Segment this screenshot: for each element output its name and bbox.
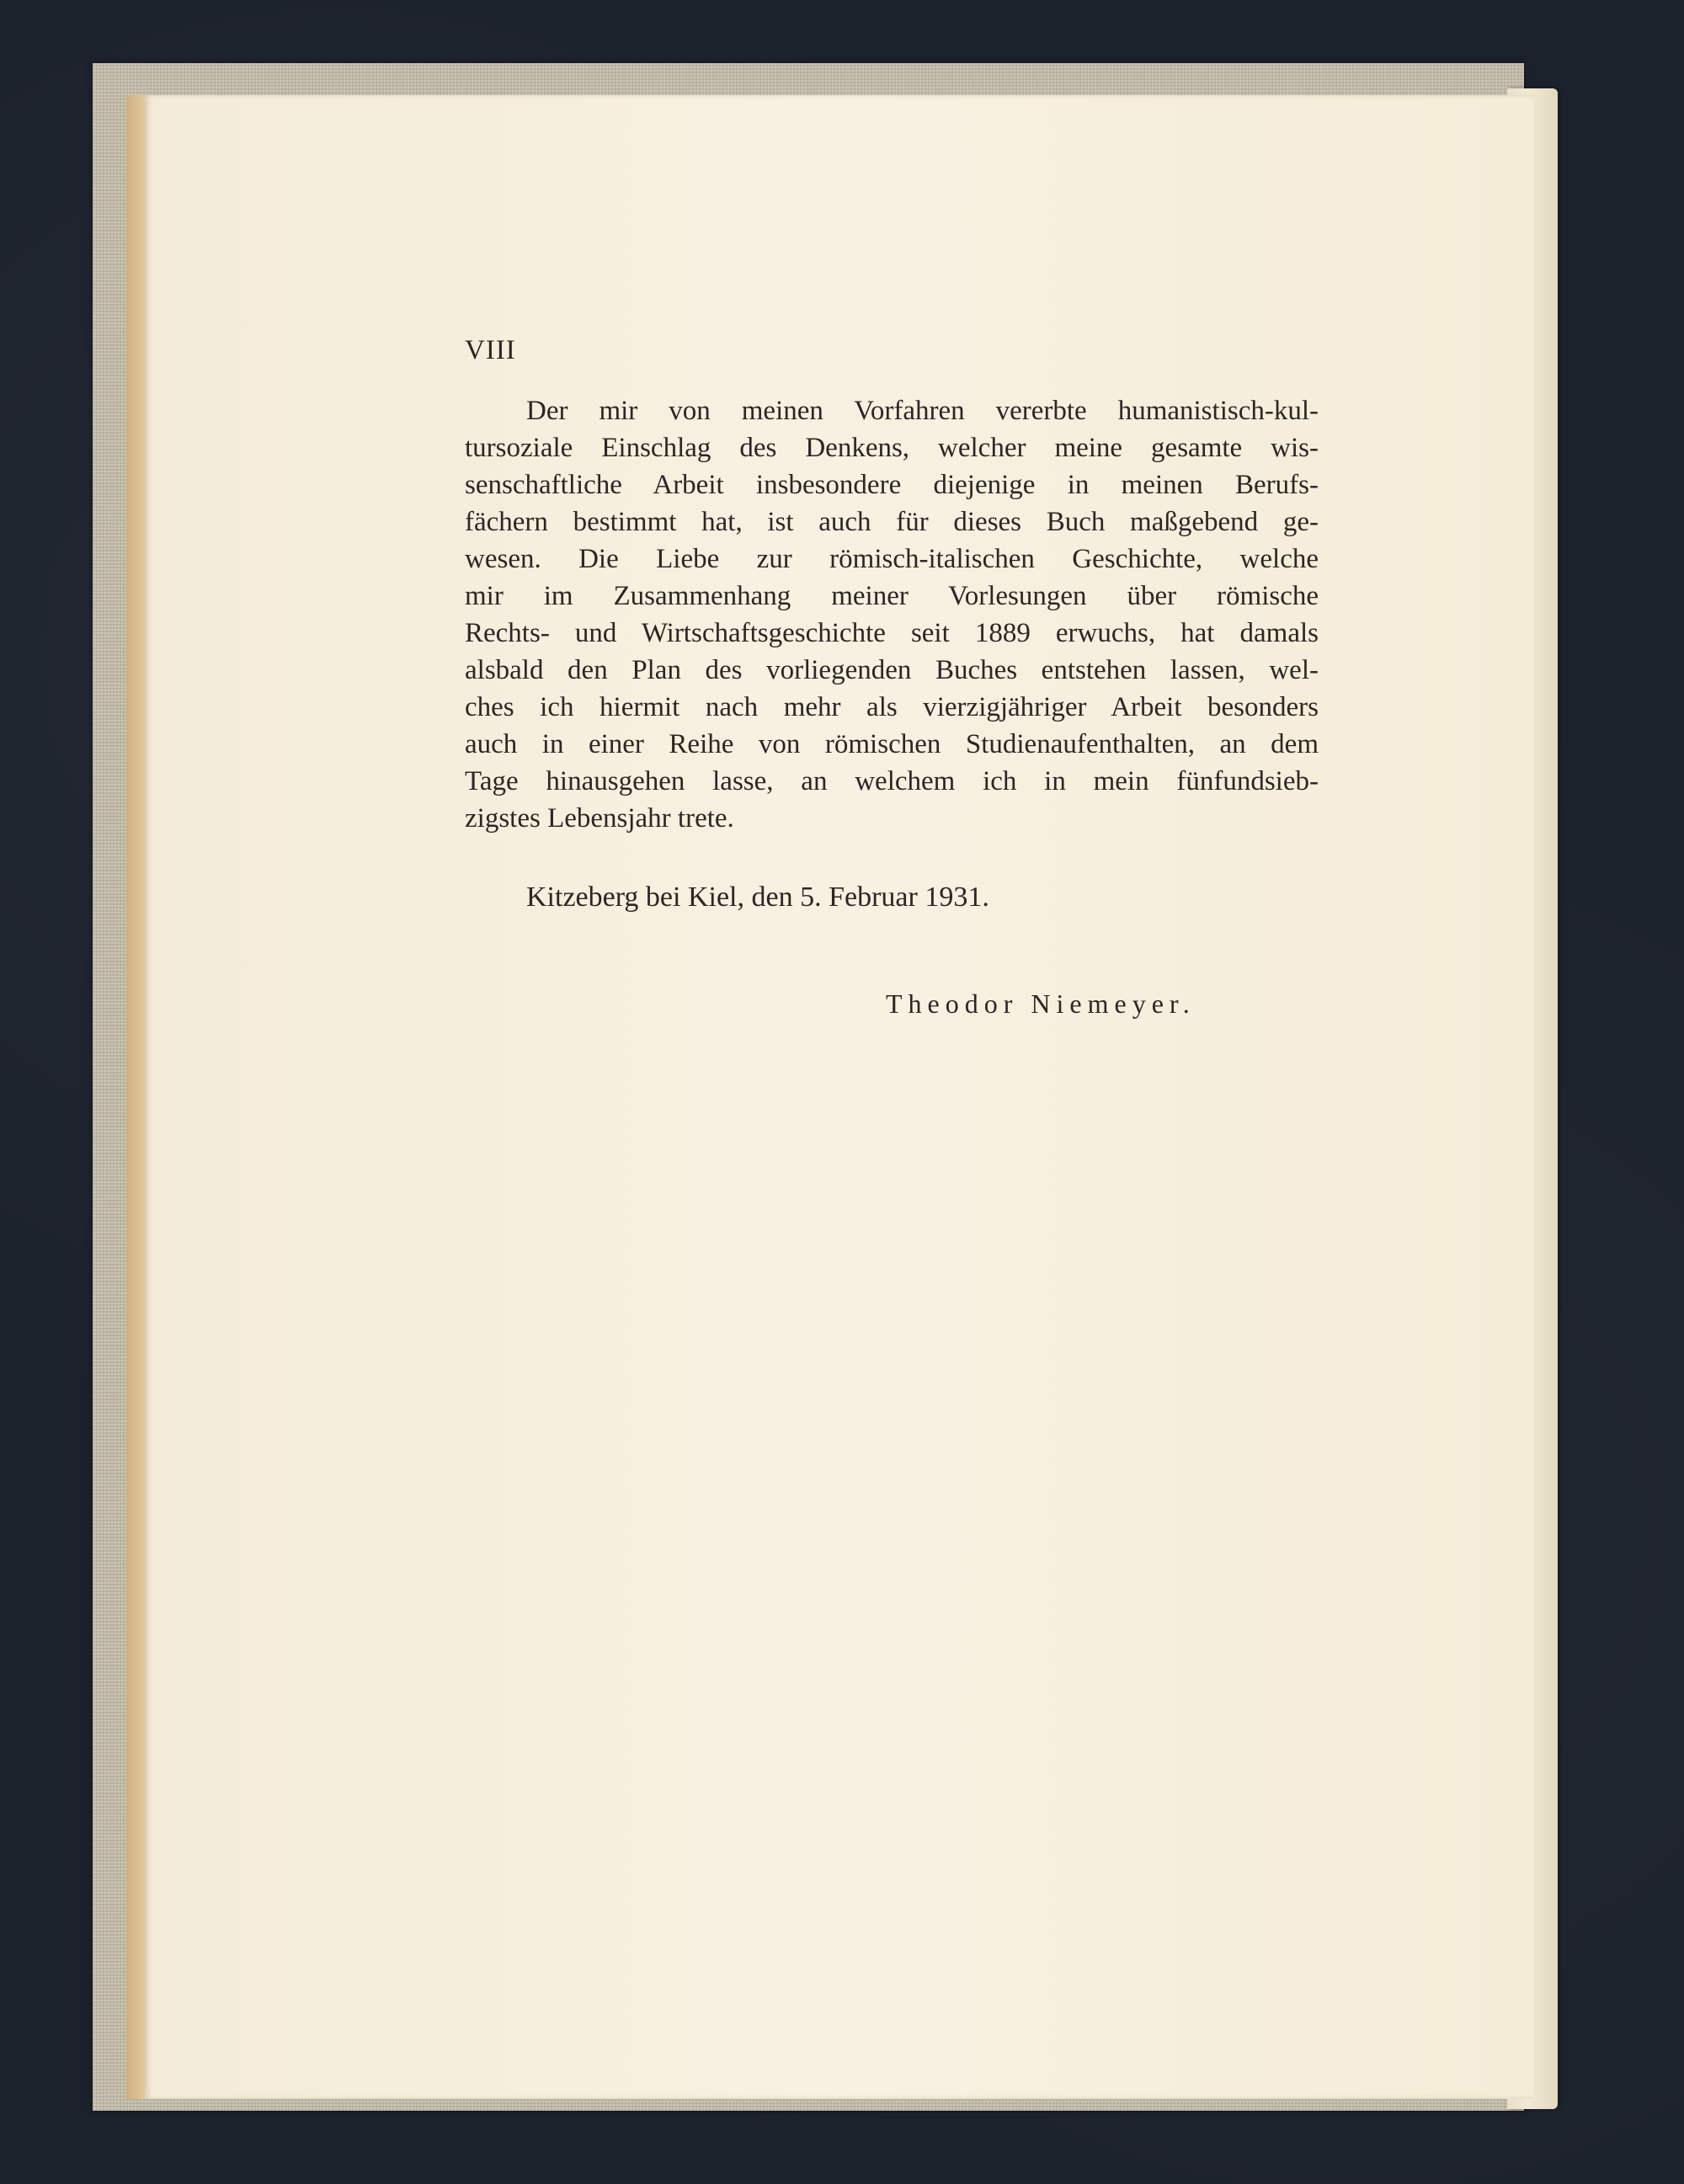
paragraph-line: zigstes Lebensjahr trete. <box>465 803 734 834</box>
paragraph-line: mir im Zusammenhang meiner Vorlesungen über römische <box>465 581 1319 611</box>
page-gilt-edge <box>126 95 145 2099</box>
paragraph-line: auch in einer Reihe von römischen Studienaufenthalten, an dem <box>465 729 1319 759</box>
author-signature: Theodor Niemeyer. <box>886 988 1196 1019</box>
paragraph-line: Tage hinausgehen lasse, an welchem ich in mein fünfundsieb- <box>465 766 1319 796</box>
paragraph-line: Rechts- und Wirtschaftsgeschichte seit 1889 erwuchs, hat damals <box>465 618 1319 648</box>
paragraph-line: fächern bestimmt hat, ist auch für dieses Buch maßgebend ge- <box>465 507 1319 537</box>
paragraph-line: alsbald den Plan des vorliegenden Buches entstehen lassen, wel- <box>465 655 1319 685</box>
paragraph-line: senschaftliche Arbeit insbesondere diejenige in meinen Berufs- <box>465 470 1319 500</box>
paragraph-line: tursoziale Einschlag des Denkens, welcher meine gesamte wis- <box>465 433 1319 463</box>
paragraph-line: wesen. Die Liebe zur römisch-italischen Geschichte, welche <box>465 544 1319 574</box>
paragraph-line: ches ich hiermit nach mehr als vierzigjähriger Arbeit besonders <box>465 692 1319 722</box>
paragraph-line: Der mir von meinen Vorfahren vererbte humanistisch-kul- <box>526 396 1319 426</box>
page-number: VIII <box>465 335 516 365</box>
dateline: Kitzeberg bei Kiel, den 5. Februar 1931. <box>526 882 989 913</box>
